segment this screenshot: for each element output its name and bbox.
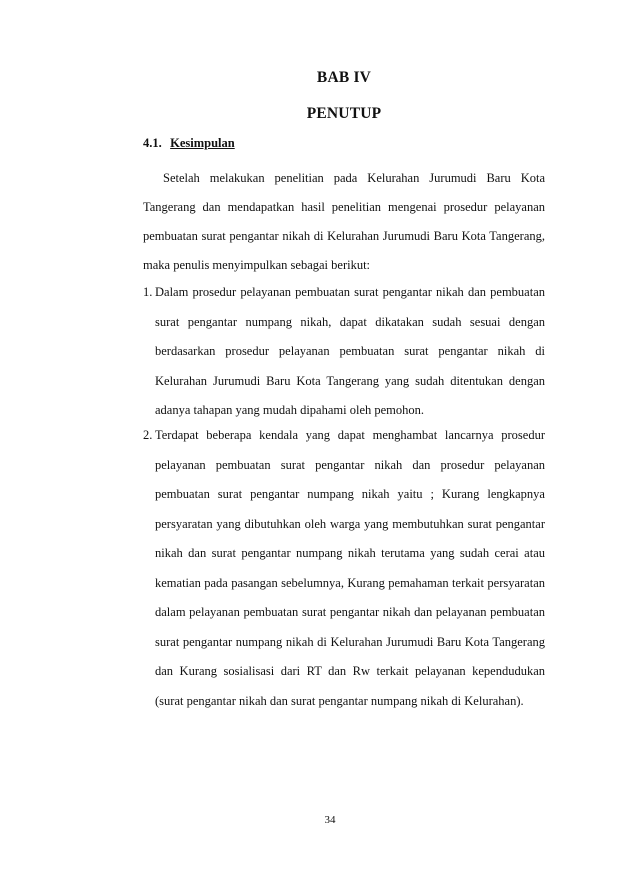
list-item-text: Dalam prosedur pelayanan pembuatan surat pengantar nikah dan pembuatan surat pengantar numpang nikah, dapat dikatakan sudah sesuai dengan berdasarkan prosedur pelayanan pembuatan surat pengantar nikah di Kelurahan Jurumudi Baru Kota Tangerang yang sudah ditentukan dengan adanya tahapan yang mudah dipahami oleh pemohon. xyxy=(155,285,545,417)
list-item xyxy=(143,278,545,426)
section-label: Kesimpulan xyxy=(170,136,235,150)
chapter-title: PENUTUP xyxy=(306,105,382,122)
list-item-text: Terdapat beberapa kendala yang dapat menghambat lancarnya prosedur pelayanan pembuatan surat pengantar nikah dan prosedur pelayanan pembuatan surat pengantar numpang nikah yaitu ; Kurang lengkapnya persyaratan yang dibutuhkan oleh warga yang membutuhkan surat pengantar nikah dan surat pengantar numpang nikah terutama yang sudah cerai atau kematian pada pasangan sebelumnya, Kurang pemahaman terkait persyaratan dalam pelayanan pembuatan surat pengantar nikah dan pelayanan pembuatan surat pengantar numpang nikah di Kelurahan Jurumudi Baru Kota Tangerang dan Kurang sosialisasi dari RT dan Rw terkait pelayanan kependudukan (surat pengantar nikah dan surat pengantar numpang nikah di Kelurahan). xyxy=(155,428,545,708)
section-number: 4.1. xyxy=(143,136,162,150)
list-item xyxy=(143,421,545,716)
list-marker: 1. xyxy=(143,285,153,299)
intro-paragraph: Setelah melakukan penelitian pada Kelurahan Jurumudi Baru Kota Tangerang dan mendapatkan hasil penelitian mengenai prosedur pelayanan pembuatan surat pengantar nikah di Kelurahan Jurumudi Baru Kota Tangerang, maka penulis menyimpulkan sebagai berikut: xyxy=(143,171,545,272)
section-heading xyxy=(143,136,235,151)
list-marker: 2. xyxy=(143,428,153,442)
chapter-heading: BAB IV xyxy=(316,69,372,86)
page-number: 34 xyxy=(324,814,336,826)
